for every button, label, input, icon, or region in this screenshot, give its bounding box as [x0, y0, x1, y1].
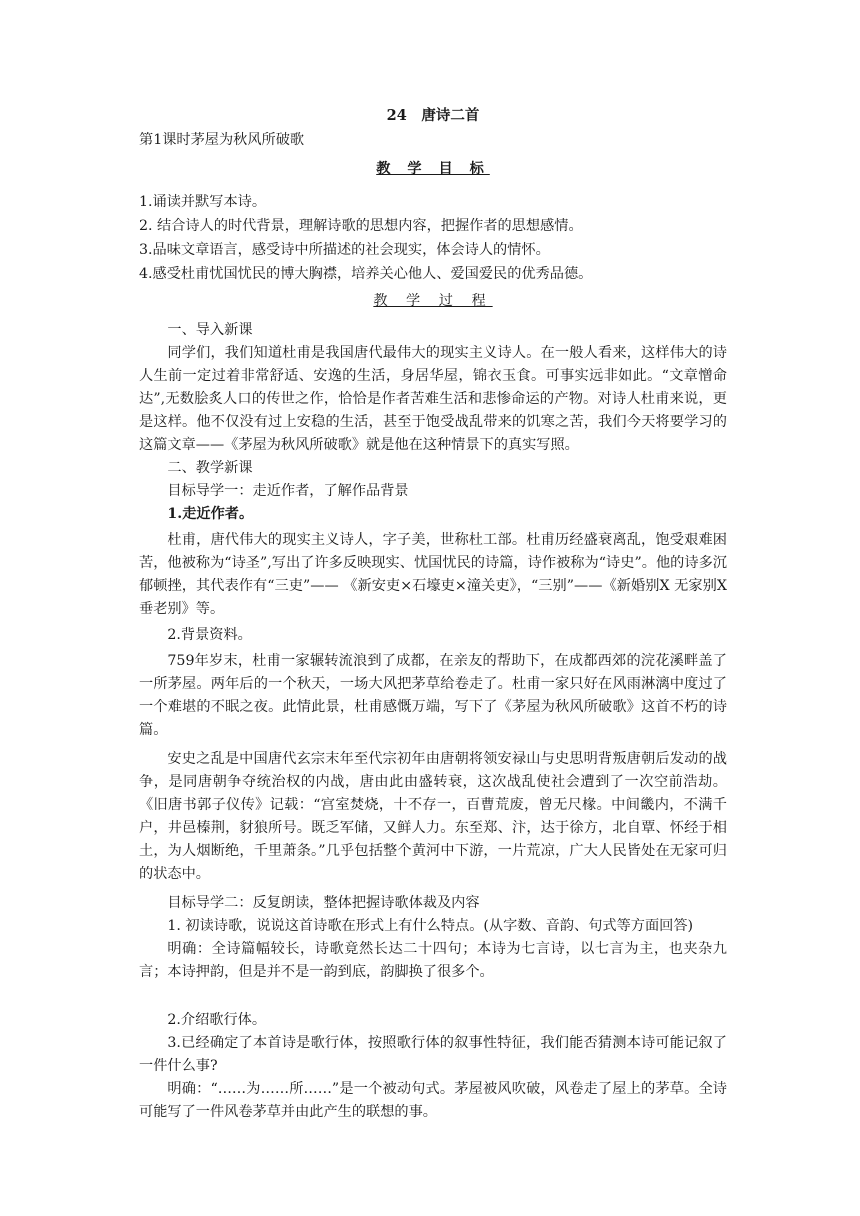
answer-3: 明确：“……为……所……”是一个被动句式。茅屋被风吹破，风卷走了屋上的茅草。全诗可能写了一件风卷茅草并由此产生的联想的事。	[139, 1081, 727, 1120]
goal2-heading: 目标导学二：反复朗读，整体把握诗歌体裁及内容	[167, 895, 480, 911]
goal-item: 1.诵读并默写本诗。	[139, 194, 267, 210]
process-heading: 教 学 过 程	[373, 293, 493, 309]
item2-heading: 2.背景资料。	[167, 627, 252, 643]
question-3: 3.已经确定了本首诗是歌行体，按照歌行体的叙事性特征，我们能否猜测本诗可能记叙了一件什么事?	[139, 1035, 727, 1074]
item1-heading: 1.走近作者。	[167, 506, 254, 522]
question-1: 1. 初读诗歌，说说这首诗歌在形式上有什么特点。(从字数、音韵、句式等方面回答)	[167, 918, 694, 934]
goals-heading: 教 学 目 标	[376, 161, 490, 177]
answer-1: 明确：全诗篇幅较长，诗歌竟然长达二十四句；本诗为七言诗，以七言为主，也夹杂九言；本诗押韵，但是并不是一韵到底，韵脚换了很多个。	[139, 941, 727, 980]
item1-paragraph: 杜甫，唐代伟大的现实主义诗人，字子美，世称杜工部。杜甫历经盛衰离乱，饱受艰难困苦，他被称为“诗圣”,写出了许多反映现实、忧国忧民的诗篇，诗作被称为“诗史”。他的诗多沉郁顿挫，其代表作有“三吏”—— 《新安吏×石壕吏×潼关吏》，“三别”——《新婚别X 无家别X 垂老别》等。	[139, 532, 727, 617]
part1-paragraph: 同学们，我们知道杜甫是我国唐代最伟大的现实主义诗人。在一般人看来，这样伟大的诗人生前一定过着非常舒适、安逸的生活，身居华屋，锦衣玉食。可事实远非如此。“文章憎命达”,无数脍炙人口的传世之作，恰恰是作者苦难生活和悲惨命运的产物。对诗人杜甫来说，更是这样。他不仅没有过上安稳的生活，甚至于饱受战乱带来的饥寒之苦，我们今天将要学习的这篇文章——《茅屋为秋风所破歌》就是他在这种情景下的真实写照。	[139, 345, 727, 453]
goal-item: 3.品味文章语言，感受诗中所描述的社会现实，体会诗人的情怀。	[139, 242, 550, 258]
item2-paragraph-2: 安史之乱是中国唐代玄宗末年至代宗初年由唐朝将领安禄山与史思明背叛唐朝后发动的战争，是同唐朝争夺统治权的内战，唐由此由盛转衰，这次战乱使社会遭到了一次空前浩劫。《旧唐书郭子仪传》记载：“宫室焚烧，十不存一，百曹荒废，曾无尺椽。中间畿内，不满千户，井邑榛荆，豺狼所号。既乏军储，又鲜人力。东至郑、汴，达于徐方，北自覃、怀经于相土，为人烟断绝，千里萧条。”几乎包括整个黄河中下游，一片荒凉，广大人民皆处在无家可归的状态中。	[139, 751, 727, 882]
goal-item: 2. 结合诗人的时代背景，理解诗歌的思想内容，把握作者的思想感情。	[139, 218, 583, 234]
question-2: 2.介绍歌行体。	[167, 1012, 267, 1028]
part1-heading: 一、导入新课	[167, 322, 253, 338]
part2-heading: 二、教学新课	[167, 460, 253, 476]
goal-item: 4.感受杜甫忧国忧民的博大胸襟，培养关心他人、爱国爱民的优秀品德。	[139, 266, 593, 282]
goal1-heading: 目标导学一：走近作者，了解作品背景	[167, 483, 409, 499]
item2-paragraph-1: 759年岁末，杜甫一家辗转流浪到了成都，在亲友的帮助下，在成都西郊的浣花溪畔盖了一所茅屋。两年后的一个秋天，一场大风把茅草给卷走了。杜甫一家只好在风雨淋漓中度过了一个难堪的不眠之夜。此情此景，杜甫感慨万端，写下了《茅屋为秋风所破歌》这首不朽的诗篇。	[139, 653, 727, 738]
lesson-subtitle: 第1课时茅屋为秋风所破歌	[139, 132, 305, 148]
goals-list	[139, 191, 727, 286]
lesson-title: 24 唐诗二首	[386, 107, 480, 124]
document-page	[139, 104, 727, 1124]
